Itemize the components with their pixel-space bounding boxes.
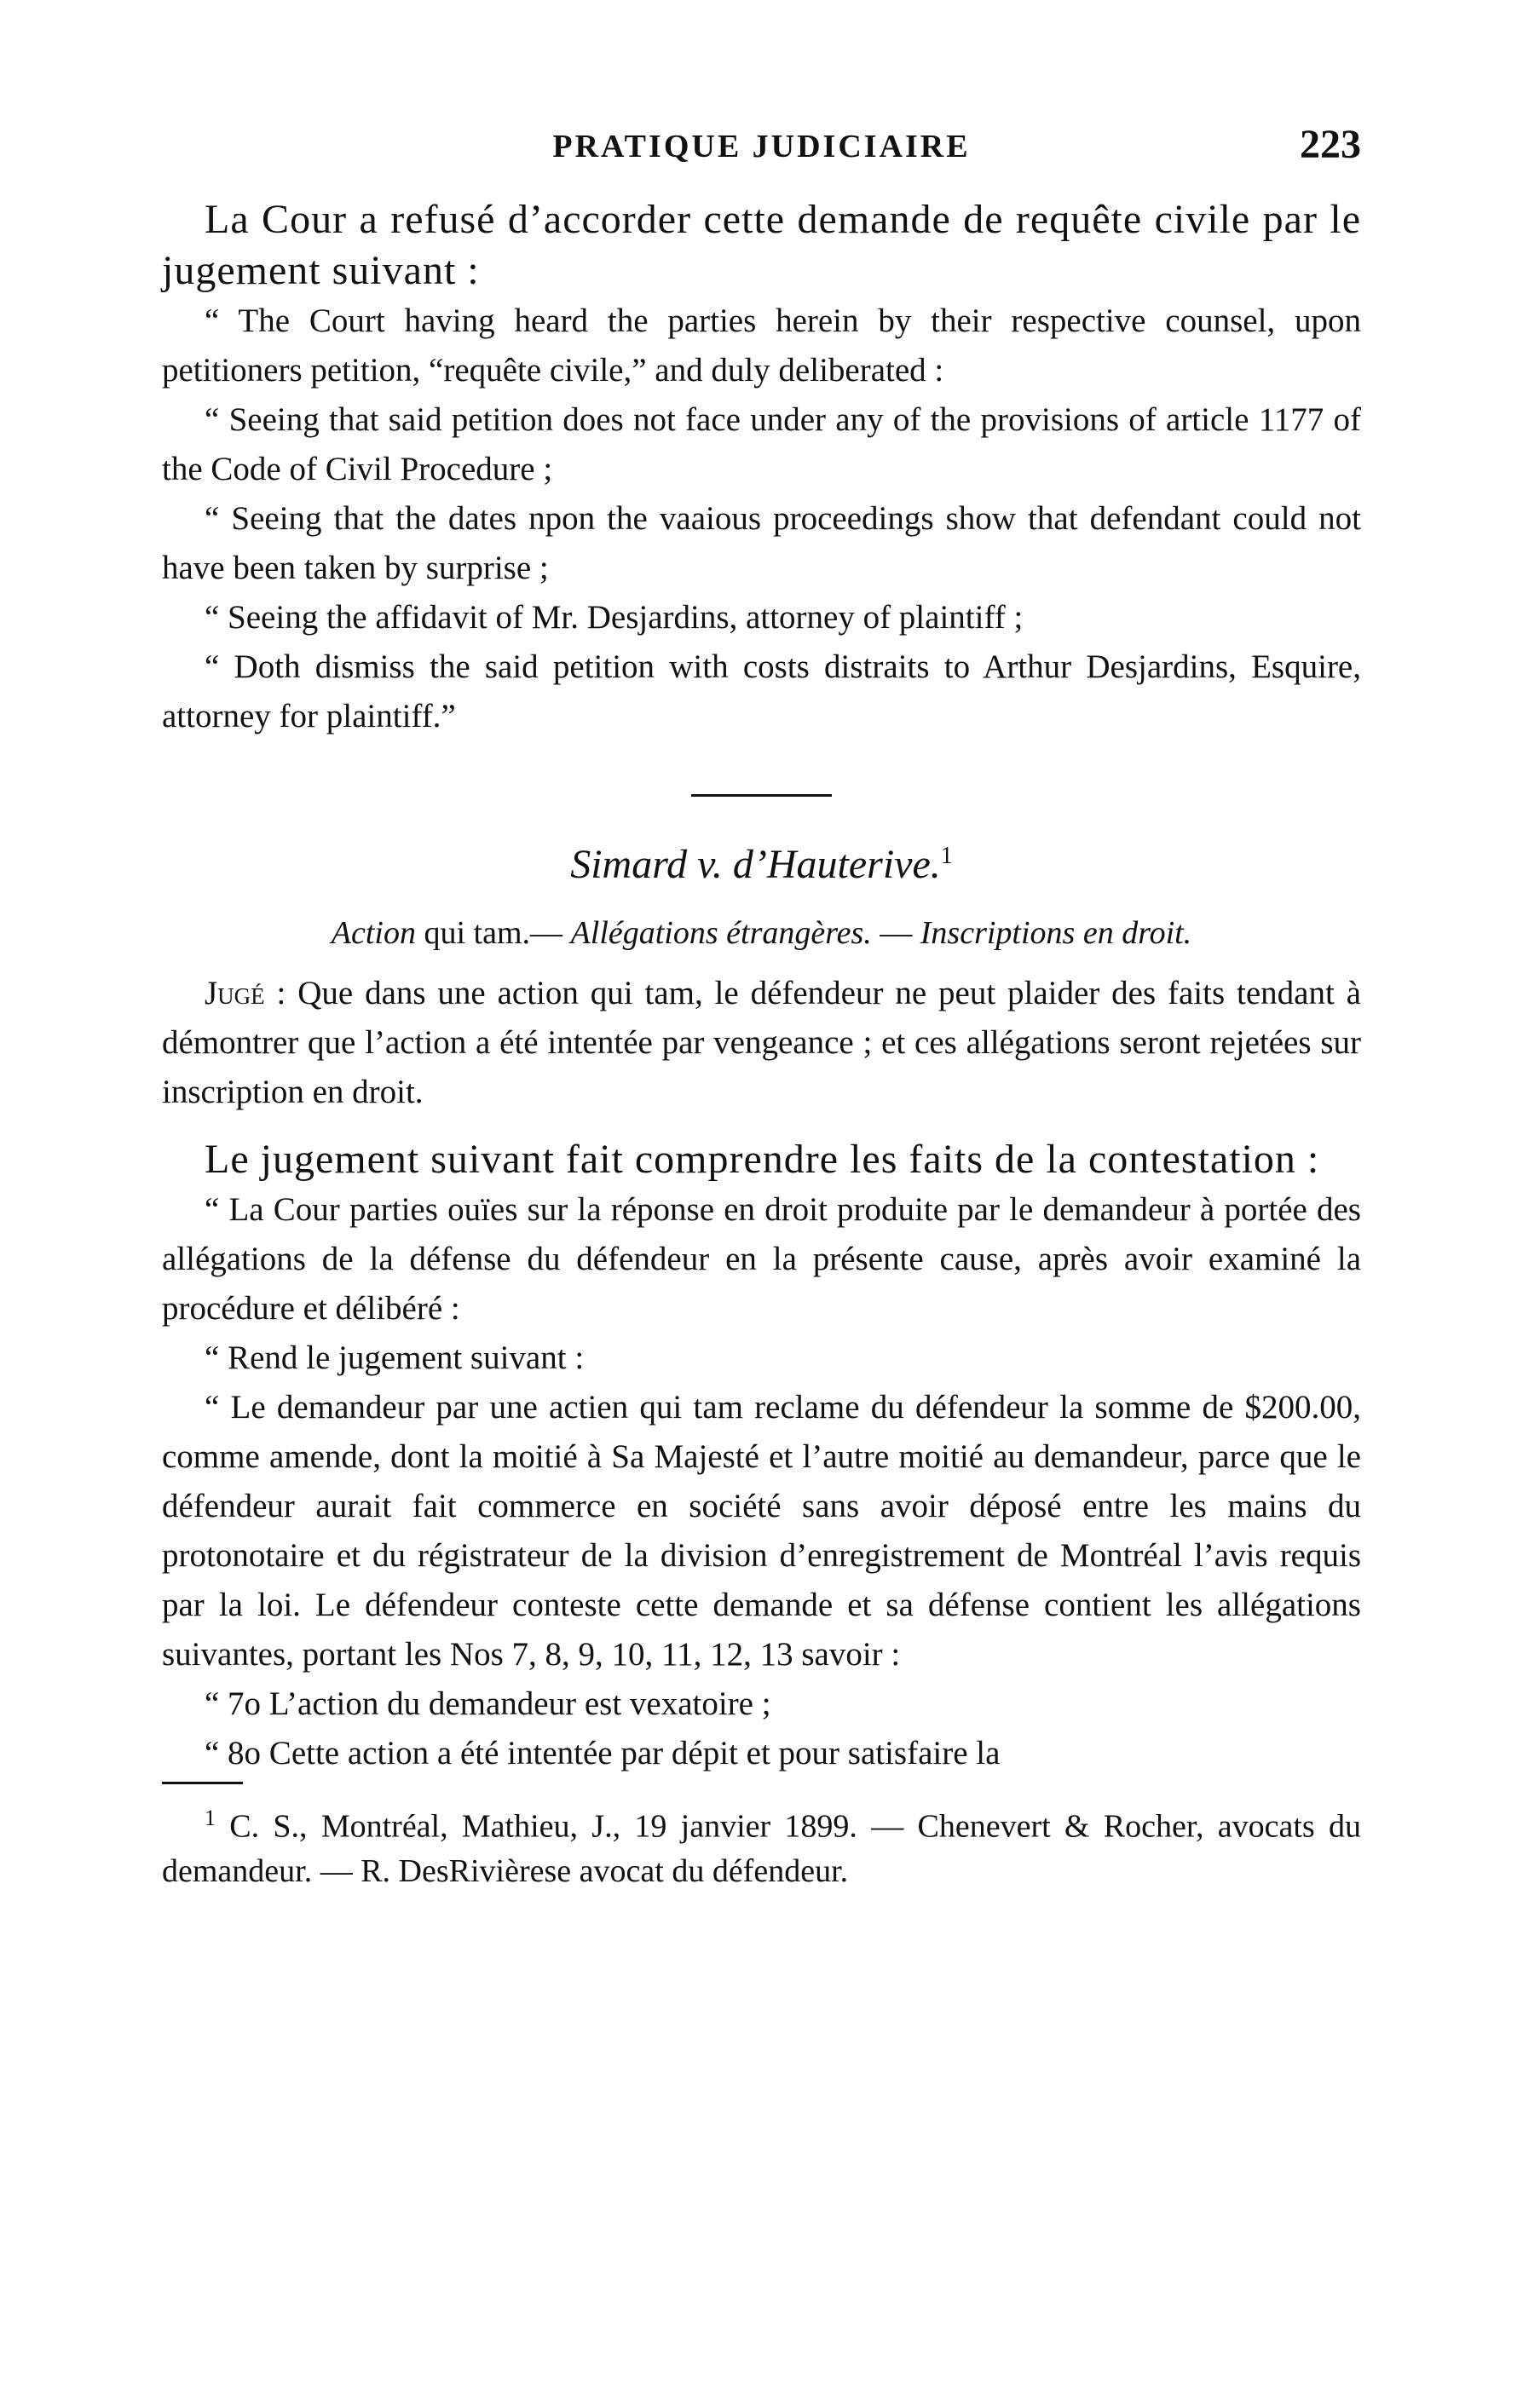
judgment-paragraph: “ The Court having heard the parties herein by their respective counsel, upon petitioners petition, “requête civile,” and duly deliberated : (162, 302, 1361, 389)
juge-text: Que dans une action qui tam, le défendeur ne peut plaider des faits tendant à démontrer que l’action a été intentée par vengeance ; et ces allégations seront rejetées sur inscription en droit. (162, 975, 1361, 1110)
page-header (162, 122, 1361, 179)
case-title (162, 831, 1361, 890)
running-head: PRATIQUE JUDICIAIRE (552, 129, 971, 164)
judgment-paragraph: “ La Cour parties ouïes sur la réponse en droit produite par le demandeur à portée des allégations de la défense du défendeur en la présente cause, après avoir examiné la procédure et délibéré : (162, 1191, 1361, 1327)
subject-part: Action (331, 915, 416, 951)
page-number: 223 (1300, 122, 1361, 167)
subject-part: Inscriptions en droit. (920, 915, 1192, 951)
section-divider (691, 794, 832, 797)
subject-part: qui tam.— (416, 915, 571, 951)
case-title-text: Simard v. d’Hauterive. (570, 842, 941, 887)
judgment-paragraph: “ Seeing that the dates npon the vaaious proceedings show that defendant could not have been taken by surprise ; (162, 500, 1361, 586)
case-footnote-mark: 1 (940, 843, 953, 869)
judgment-paragraph: “ Seeing the affidavit of Mr. Desjardins, attorney of plaintiff ; (205, 599, 1024, 636)
subject-part: Allégations étrangères. (570, 915, 872, 951)
judgment-paragraph: “ Seeing that said petition does not face under any of the provisions of article 1177 of the Code of Civil Procedure ; (162, 401, 1361, 487)
footnote (162, 1796, 1361, 1893)
case-subject (162, 909, 1361, 957)
judgment-paragraph: “ 8o Cette action a été intentée par dépit et pour satisfaire la (205, 1735, 1001, 1771)
judgment-paragraph: “ Le demandeur par une actien qui tam reclame du défendeur la somme de $200.00, comme amende, dont la moitié à Sa Majesté et l’autre moitié au demandeur, parce que le défendeur aurait fait commerce en société sans avoir déposé entre les mains du protonotaire et du régistrateur de la division d’enregistrement de Montréal l’avis requis par la loi. Le défendeur conteste cette demande et sa défense contient les allégations suivantes, portant les Nos 7, 8, 9, 10, 11, 12, 13 savoir : (162, 1389, 1361, 1673)
judgment-english (162, 297, 1361, 741)
footnote-text: C. S., Montréal, Mathieu, J., 19 janvier 1899. — Chenevert & Rocher, avocats du demandeur. — R. DesRivièrese avocat du défendeur. (162, 1808, 1361, 1889)
judgment-paragraph: “ 7o L’action du demandeur est vexatoire ; (205, 1685, 771, 1722)
judgment-paragraph: “ Rend le jugement suivant : (205, 1339, 585, 1376)
footnote-mark: 1 (205, 1806, 216, 1830)
judgment-french (162, 1185, 1361, 1778)
juge-label: Jugé : (205, 975, 286, 1011)
intro-paragraph-2: Le jugement suivant fait comprendre les faits de la contestation : (205, 1137, 1320, 1182)
judgment-paragraph: “ Doth dismiss the said petition with costs distraits to Arthur Desjardins, Esquire, attorney for plaintiff.” (162, 648, 1361, 734)
intro-paragraph: La Cour a refusé d’accorder cette demande de requête civile par le jugement suivant : (162, 197, 1361, 293)
subject-part: — (871, 915, 920, 951)
footnote-divider (162, 1782, 243, 1784)
juge-paragraph (162, 969, 1361, 1117)
